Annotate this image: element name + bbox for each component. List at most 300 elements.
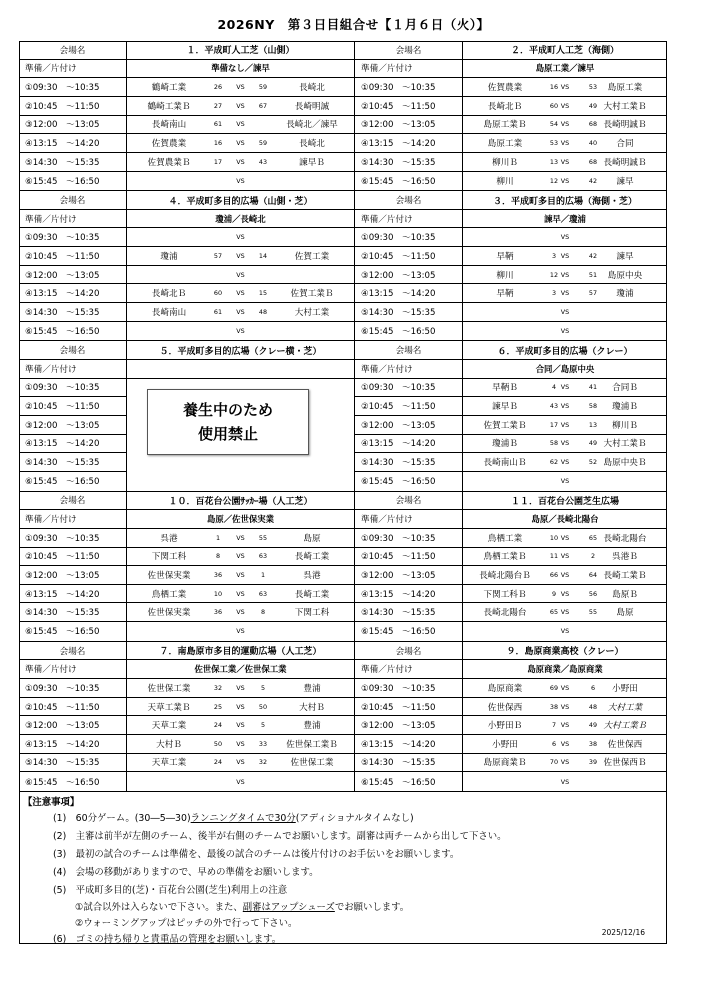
home-seed: 16 (549, 83, 559, 92)
time-slot: ⑤14:30 ～15:35 (19, 453, 127, 472)
vs-label: VS (560, 777, 570, 786)
away-team: 佐世保西 (607, 739, 643, 750)
time-slot: ⑤14:30 ～15:35 (19, 603, 127, 622)
away-seed: 50 (258, 702, 268, 711)
time-slot: ①09:30 ～10:35 (19, 379, 127, 398)
duty-teams: 島原工業／諫早 (463, 60, 667, 79)
away-seed: 38 (588, 739, 598, 748)
away-team: 大村工業 (294, 307, 330, 318)
home-seed: 61 (213, 307, 223, 316)
duty-label: 準備／片付け (355, 510, 463, 529)
venue-block (19, 492, 355, 642)
vs-label: VS (236, 251, 245, 260)
match-row (127, 134, 354, 153)
home-seed: 26 (213, 83, 223, 92)
home-team: 佐世保実業 (147, 608, 191, 619)
away-team: 島原 (303, 533, 321, 544)
home-team: 大村Ｂ (156, 739, 182, 750)
duty-label: 準備／片付け (355, 360, 463, 379)
home-team: 下関工科 (151, 552, 187, 563)
venue-block (19, 341, 355, 491)
venue-name: １１．百花台公園芝生広場 (463, 492, 667, 511)
home-team: 長崎北Ｂ (487, 101, 523, 112)
match-row (463, 247, 667, 266)
note-2: (2) 主審は前半が左側のチーム、後半が右側のチームでお願いします。副審は両チームから出して下さい。 (53, 831, 507, 842)
away-seed: 15 (258, 289, 268, 298)
away-team: 諫早 (616, 251, 634, 262)
away-seed: 2 (590, 552, 596, 561)
match-row (127, 679, 354, 698)
away-team: 大村工業Ｂ (603, 439, 647, 450)
home-seed: 6 (551, 739, 557, 748)
time-slot: ⑥15:45 ～16:50 (19, 322, 127, 341)
venue-block (19, 642, 355, 792)
away-seed: 43 (258, 157, 268, 166)
vs-label: VS (236, 289, 245, 298)
venue-name: ９．島原商業高校（クレー） (463, 642, 667, 661)
time-slot: ①09:30 ～10:35 (19, 679, 127, 698)
venue-grid (19, 41, 667, 792)
time-slot: ⑥15:45 ～16:50 (19, 772, 127, 791)
time-slot: ④13:15 ～14:20 (355, 585, 463, 604)
home-team (127, 266, 211, 284)
away-team: 長崎明誠Ｂ (603, 120, 647, 131)
vs-label: VS (560, 176, 570, 185)
match-row (127, 266, 354, 285)
match-row (127, 548, 354, 567)
home-seed (208, 172, 228, 191)
home-team: 島原工業 (487, 139, 523, 150)
issue-date: 2025/12/16 (601, 928, 645, 937)
away-seed: 5 (260, 721, 266, 730)
match-row (127, 603, 354, 622)
match-row (463, 603, 667, 622)
match-row (463, 78, 667, 97)
away-team: 佐世保工業Ｂ (286, 739, 338, 750)
away-team: 長崎工業 (294, 589, 330, 600)
vs-label: VS (560, 251, 570, 260)
note-5: (5) 平成町多目的(芝)・百花台公園(芝生)利用上の注意 (53, 885, 288, 896)
home-seed: 38 (549, 702, 559, 711)
time-slot: ②10:45 ～11:50 (355, 97, 463, 116)
away-team (270, 172, 354, 191)
duty-teams: 島原／長崎北陽台 (463, 510, 667, 529)
away-seed: 55 (588, 608, 598, 617)
match-row (463, 266, 667, 285)
match-row (463, 134, 667, 153)
home-seed: 12 (549, 270, 559, 279)
away-team (270, 228, 354, 246)
vs-label: VS (236, 176, 245, 185)
match-row (463, 97, 667, 116)
venue-label: 会場名 (19, 642, 127, 661)
away-team: 呉港Ｂ (612, 552, 638, 563)
vs-label: VS (560, 101, 570, 110)
time-slot: ④13:15 ～14:20 (19, 284, 127, 303)
time-slot: ⑥15:45 ～16:50 (355, 472, 463, 491)
duty-teams: 瓊浦／長崎北 (127, 210, 354, 229)
match-row (463, 228, 667, 247)
home-team: 小野田Ｂ (487, 721, 523, 732)
away-team: 佐世保工業 (290, 758, 334, 769)
away-seed: 42 (588, 176, 598, 185)
away-team (583, 322, 667, 341)
away-team: 佐世保西Ｂ (603, 758, 647, 769)
vs-label: VS (560, 139, 570, 148)
vs-label: VS (560, 683, 570, 692)
match-row (127, 754, 354, 773)
away-seed: 59 (258, 139, 268, 148)
vs-label: VS (236, 777, 245, 786)
away-team: 長崎北陽台 (603, 533, 647, 544)
venue-block (355, 191, 667, 341)
home-seed (208, 322, 228, 341)
match-row (463, 622, 667, 641)
venue-label: 会場名 (355, 191, 463, 210)
away-seed: 65 (588, 533, 598, 542)
venue-name: ５．平成町多目的広場（クレー横・芝） (127, 341, 354, 360)
time-slot: ③12:00 ～13:05 (355, 116, 463, 135)
vs-label: VS (236, 307, 245, 316)
venue-label: 会場名 (19, 41, 127, 60)
away-team: 小野田 (612, 683, 638, 694)
home-seed (208, 622, 228, 641)
away-team (270, 322, 354, 341)
away-seed: 58 (588, 402, 598, 411)
away-seed: 57 (588, 289, 598, 298)
vs-label: VS (236, 552, 245, 561)
time-slot: ①09:30 ～10:35 (19, 228, 127, 247)
home-team: 鳥栖工業 (487, 533, 523, 544)
duty-label: 準備／片付け (19, 60, 127, 79)
closed-notice (147, 389, 309, 455)
away-seed: 49 (588, 101, 598, 110)
duty-teams: 諫早／瓊浦 (463, 210, 667, 229)
match-row (127, 322, 354, 341)
away-seed: 56 (588, 589, 598, 598)
match-row (463, 679, 667, 698)
away-seed: 33 (258, 739, 268, 748)
away-team: 呉港 (303, 570, 321, 581)
vs-label: VS (560, 233, 570, 242)
match-row (127, 772, 354, 791)
away-team: 長崎北 (299, 83, 325, 94)
venue-name: ７．南島原市多目的運動広場（人工芝） (127, 642, 354, 661)
away-team: 長崎明誠 (294, 101, 330, 112)
home-seed: 69 (549, 683, 559, 692)
away-seed: 68 (588, 157, 598, 166)
home-team: 小野田 (492, 739, 518, 750)
home-team (463, 228, 547, 246)
home-team: 下関工科Ｂ (483, 589, 527, 600)
venue-name: ２．平成町人工芝（海側） (463, 41, 667, 60)
away-team (270, 266, 354, 284)
home-seed (208, 228, 228, 246)
vs-label: VS (236, 233, 245, 242)
time-slot: ⑤14:30 ～15:35 (355, 303, 463, 322)
time-slot: ①09:30 ～10:35 (19, 529, 127, 548)
away-team: 諫早Ｂ (299, 157, 325, 168)
venue-block (355, 492, 667, 642)
match-row (463, 284, 667, 303)
home-team: 鶴崎工業 (151, 83, 187, 94)
away-seed: 52 (588, 458, 598, 467)
match-row (463, 754, 667, 773)
away-seed: 55 (258, 533, 268, 542)
match-row (463, 566, 667, 585)
home-seed: 17 (549, 420, 559, 429)
away-seed: 13 (588, 420, 598, 429)
home-team: 早鞆Ｂ (492, 383, 518, 394)
match-row (463, 585, 667, 604)
home-seed (208, 266, 228, 284)
home-team: 佐賀農業 (487, 83, 523, 94)
time-slot: ③12:00 ～13:05 (355, 566, 463, 585)
home-team: 佐世保西 (487, 702, 523, 713)
time-slot: ⑥15:45 ～16:50 (355, 172, 463, 191)
home-team: 佐世保工業 (147, 683, 191, 694)
vs-label: VS (236, 139, 245, 148)
match-row (463, 322, 667, 341)
away-team: 長崎北／諫早 (286, 120, 338, 131)
match-row (127, 698, 354, 717)
time-slot: ①09:30 ～10:35 (355, 78, 463, 97)
venue-name: ６．平成町多目的広場（クレー） (463, 341, 667, 360)
home-seed: 65 (549, 608, 559, 617)
time-slot: ④13:15 ～14:20 (19, 585, 127, 604)
time-slot: ⑥15:45 ～16:50 (355, 772, 463, 791)
home-team (127, 622, 211, 641)
home-seed: 3 (551, 251, 557, 260)
away-team: 下関工科 (294, 608, 330, 619)
time-slot: ②10:45 ～11:50 (355, 698, 463, 717)
away-team (270, 772, 354, 791)
time-slot: ③12:00 ～13:05 (355, 416, 463, 435)
match-row (463, 379, 667, 398)
home-seed: 4 (551, 383, 557, 392)
notes-title: 【注意事項】 (23, 797, 80, 808)
away-team: 大村工業 (607, 702, 643, 713)
duty-label: 準備／片付け (19, 210, 127, 229)
time-slot: ⑥15:45 ～16:50 (19, 472, 127, 491)
match-row (127, 78, 354, 97)
match-row (463, 435, 667, 454)
page-title: 2026NY 第３日目組合せ【１月６日（火）】 (217, 17, 490, 32)
duty-label: 準備／片付け (355, 210, 463, 229)
time-slot: ⑤14:30 ～15:35 (355, 603, 463, 622)
venue-block (355, 41, 667, 191)
match-row (463, 453, 667, 472)
home-team: 長崎南山Ｂ (483, 458, 527, 469)
match-row (127, 303, 354, 322)
vs-label: VS (236, 702, 245, 711)
vs-label: VS (236, 157, 245, 166)
vs-label: VS (236, 721, 245, 730)
vs-label: VS (236, 570, 245, 579)
vs-label: VS (560, 383, 570, 392)
away-seed: 14 (258, 251, 268, 260)
home-team: 長崎北Ｂ (151, 289, 187, 300)
away-seed: 48 (258, 307, 268, 316)
closed-notice-line2: 使用禁止 (197, 424, 258, 443)
away-team: 島原中央Ｂ (603, 458, 647, 469)
duty-label: 準備／片付け (19, 510, 127, 529)
time-slot: ③12:00 ～13:05 (19, 266, 127, 285)
home-team (463, 472, 547, 491)
time-slot: ⑥15:45 ～16:50 (355, 322, 463, 341)
vs-label: VS (560, 120, 570, 129)
match-row (127, 116, 354, 135)
match-row (463, 153, 667, 172)
time-slot: ④13:15 ～14:20 (19, 134, 127, 153)
vs-label: VS (236, 608, 245, 617)
away-team: 島原 (616, 608, 634, 619)
time-slot: ②10:45 ～11:50 (355, 548, 463, 567)
home-team: 柳川 (496, 270, 514, 281)
time-slot: ③12:00 ～13:05 (355, 716, 463, 735)
home-seed: 54 (549, 120, 559, 129)
home-seed: 62 (549, 458, 559, 467)
home-team (463, 303, 547, 321)
away-seed: 6 (590, 683, 596, 692)
home-team: 柳川 (496, 176, 514, 187)
home-seed: 16 (213, 139, 223, 148)
vs-label: VS (560, 608, 570, 617)
home-team: 鶴崎工業Ｂ (147, 101, 191, 112)
home-seed: 17 (213, 157, 223, 166)
away-seed: 64 (588, 570, 598, 579)
note-5a: ①試合以外は入らないで下さい。また、副審はアップシューズでお願いします。 (75, 902, 410, 913)
match-row (127, 228, 354, 247)
away-team (583, 772, 667, 791)
vs-label: VS (236, 739, 245, 748)
match-row (463, 735, 667, 754)
home-team: 長崎南山 (151, 307, 187, 318)
vs-label: VS (560, 83, 570, 92)
home-team: 島原商業 (487, 683, 523, 694)
away-seed: 1 (260, 570, 266, 579)
time-slot: ⑤14:30 ～15:35 (355, 453, 463, 472)
home-team: 早鞆 (496, 289, 514, 300)
home-seed: 57 (213, 251, 223, 260)
home-seed: 61 (213, 120, 223, 129)
away-team: 柳川Ｂ (612, 420, 638, 431)
away-seed: 51 (588, 270, 598, 279)
venue-name: ４．平成町多目的広場（山側・芝） (127, 191, 354, 210)
time-slot: ③12:00 ～13:05 (19, 716, 127, 735)
venue-label: 会場名 (355, 41, 463, 60)
match-row (463, 529, 667, 548)
away-seed: 8 (260, 608, 266, 617)
venue-block (19, 41, 355, 191)
vs-label: VS (236, 683, 245, 692)
home-team: 瓊浦 (160, 251, 178, 262)
home-team (127, 172, 211, 191)
venue-name: １．平成町人工芝（山側） (127, 41, 354, 60)
match-row (127, 585, 354, 604)
venue-label: 会場名 (19, 341, 127, 360)
match-row (463, 397, 667, 416)
home-seed: 50 (213, 739, 223, 748)
time-slot: ④13:15 ～14:20 (355, 134, 463, 153)
away-seed: 63 (258, 552, 268, 561)
vs-label: VS (560, 157, 570, 166)
vs-label: VS (236, 533, 245, 542)
home-seed: 24 (213, 758, 223, 767)
venue-label: 会場名 (355, 492, 463, 511)
home-team: 呉港 (160, 533, 178, 544)
time-slot: ①09:30 ～10:35 (355, 529, 463, 548)
vs-label: VS (560, 327, 570, 336)
vs-label: VS (236, 270, 245, 279)
note-3: (3) 最初の試合のチームは準備を、最後の試合のチームは後片付けのお手伝いをお願いします。 (53, 849, 460, 860)
vs-label: VS (560, 439, 570, 448)
vs-label: VS (560, 702, 570, 711)
vs-label: VS (236, 589, 245, 598)
duty-label: 準備／片付け (355, 660, 463, 679)
home-seed: 3 (551, 289, 557, 298)
duty-teams: 佐世保工業／佐世保工業 (127, 660, 354, 679)
home-team (463, 772, 547, 791)
away-team: 長崎工業 (294, 552, 330, 563)
away-seed: 41 (588, 383, 598, 392)
venue-block (19, 191, 355, 341)
venue-name: １０．百花台公園ｻｯｶｰ場（人工芝） (127, 492, 354, 511)
vs-label: VS (560, 289, 570, 298)
home-seed: 7 (551, 721, 557, 730)
time-slot: ⑥15:45 ～16:50 (19, 622, 127, 641)
away-team: 長崎明誠Ｂ (603, 157, 647, 168)
home-seed: 60 (549, 101, 559, 110)
home-team: 天草工業Ｂ (147, 702, 191, 713)
home-seed: 11 (549, 552, 559, 561)
time-slot: ②10:45 ～11:50 (19, 97, 127, 116)
match-row (127, 97, 354, 116)
away-seed: 67 (258, 101, 268, 110)
notes-section (19, 792, 667, 944)
away-team: 大村工業Ｂ (603, 721, 647, 732)
time-slot: ⑥15:45 ～16:50 (19, 172, 127, 191)
home-team (463, 322, 547, 341)
away-seed: 63 (258, 589, 268, 598)
closed-notice-line1: 養生中のため (182, 400, 273, 419)
venue-label: 会場名 (19, 191, 127, 210)
duty-label: 準備／片付け (19, 360, 127, 379)
home-seed: 32 (213, 683, 223, 692)
vs-label: VS (560, 270, 570, 279)
home-seed: 66 (549, 570, 559, 579)
home-team: 佐賀工業Ｂ (483, 420, 527, 431)
match-row (463, 698, 667, 717)
match-row (463, 303, 667, 322)
home-seed: 36 (213, 608, 223, 617)
home-team (127, 228, 211, 246)
vs-label: VS (560, 627, 570, 636)
duty-teams: 島原／佐世保実業 (127, 510, 354, 529)
away-team (583, 472, 667, 491)
vs-label: VS (236, 101, 245, 110)
away-team (583, 228, 667, 246)
away-seed: 5 (260, 683, 266, 692)
match-row (127, 529, 354, 548)
away-seed: 40 (588, 139, 598, 148)
match-row (463, 716, 667, 735)
time-slot: ③12:00 ～13:05 (19, 566, 127, 585)
venue-name: ３．平成町多目的広場（海側・芝） (463, 191, 667, 210)
time-slot: ②10:45 ～11:50 (19, 548, 127, 567)
home-team (127, 322, 211, 341)
duty-teams (127, 360, 354, 379)
